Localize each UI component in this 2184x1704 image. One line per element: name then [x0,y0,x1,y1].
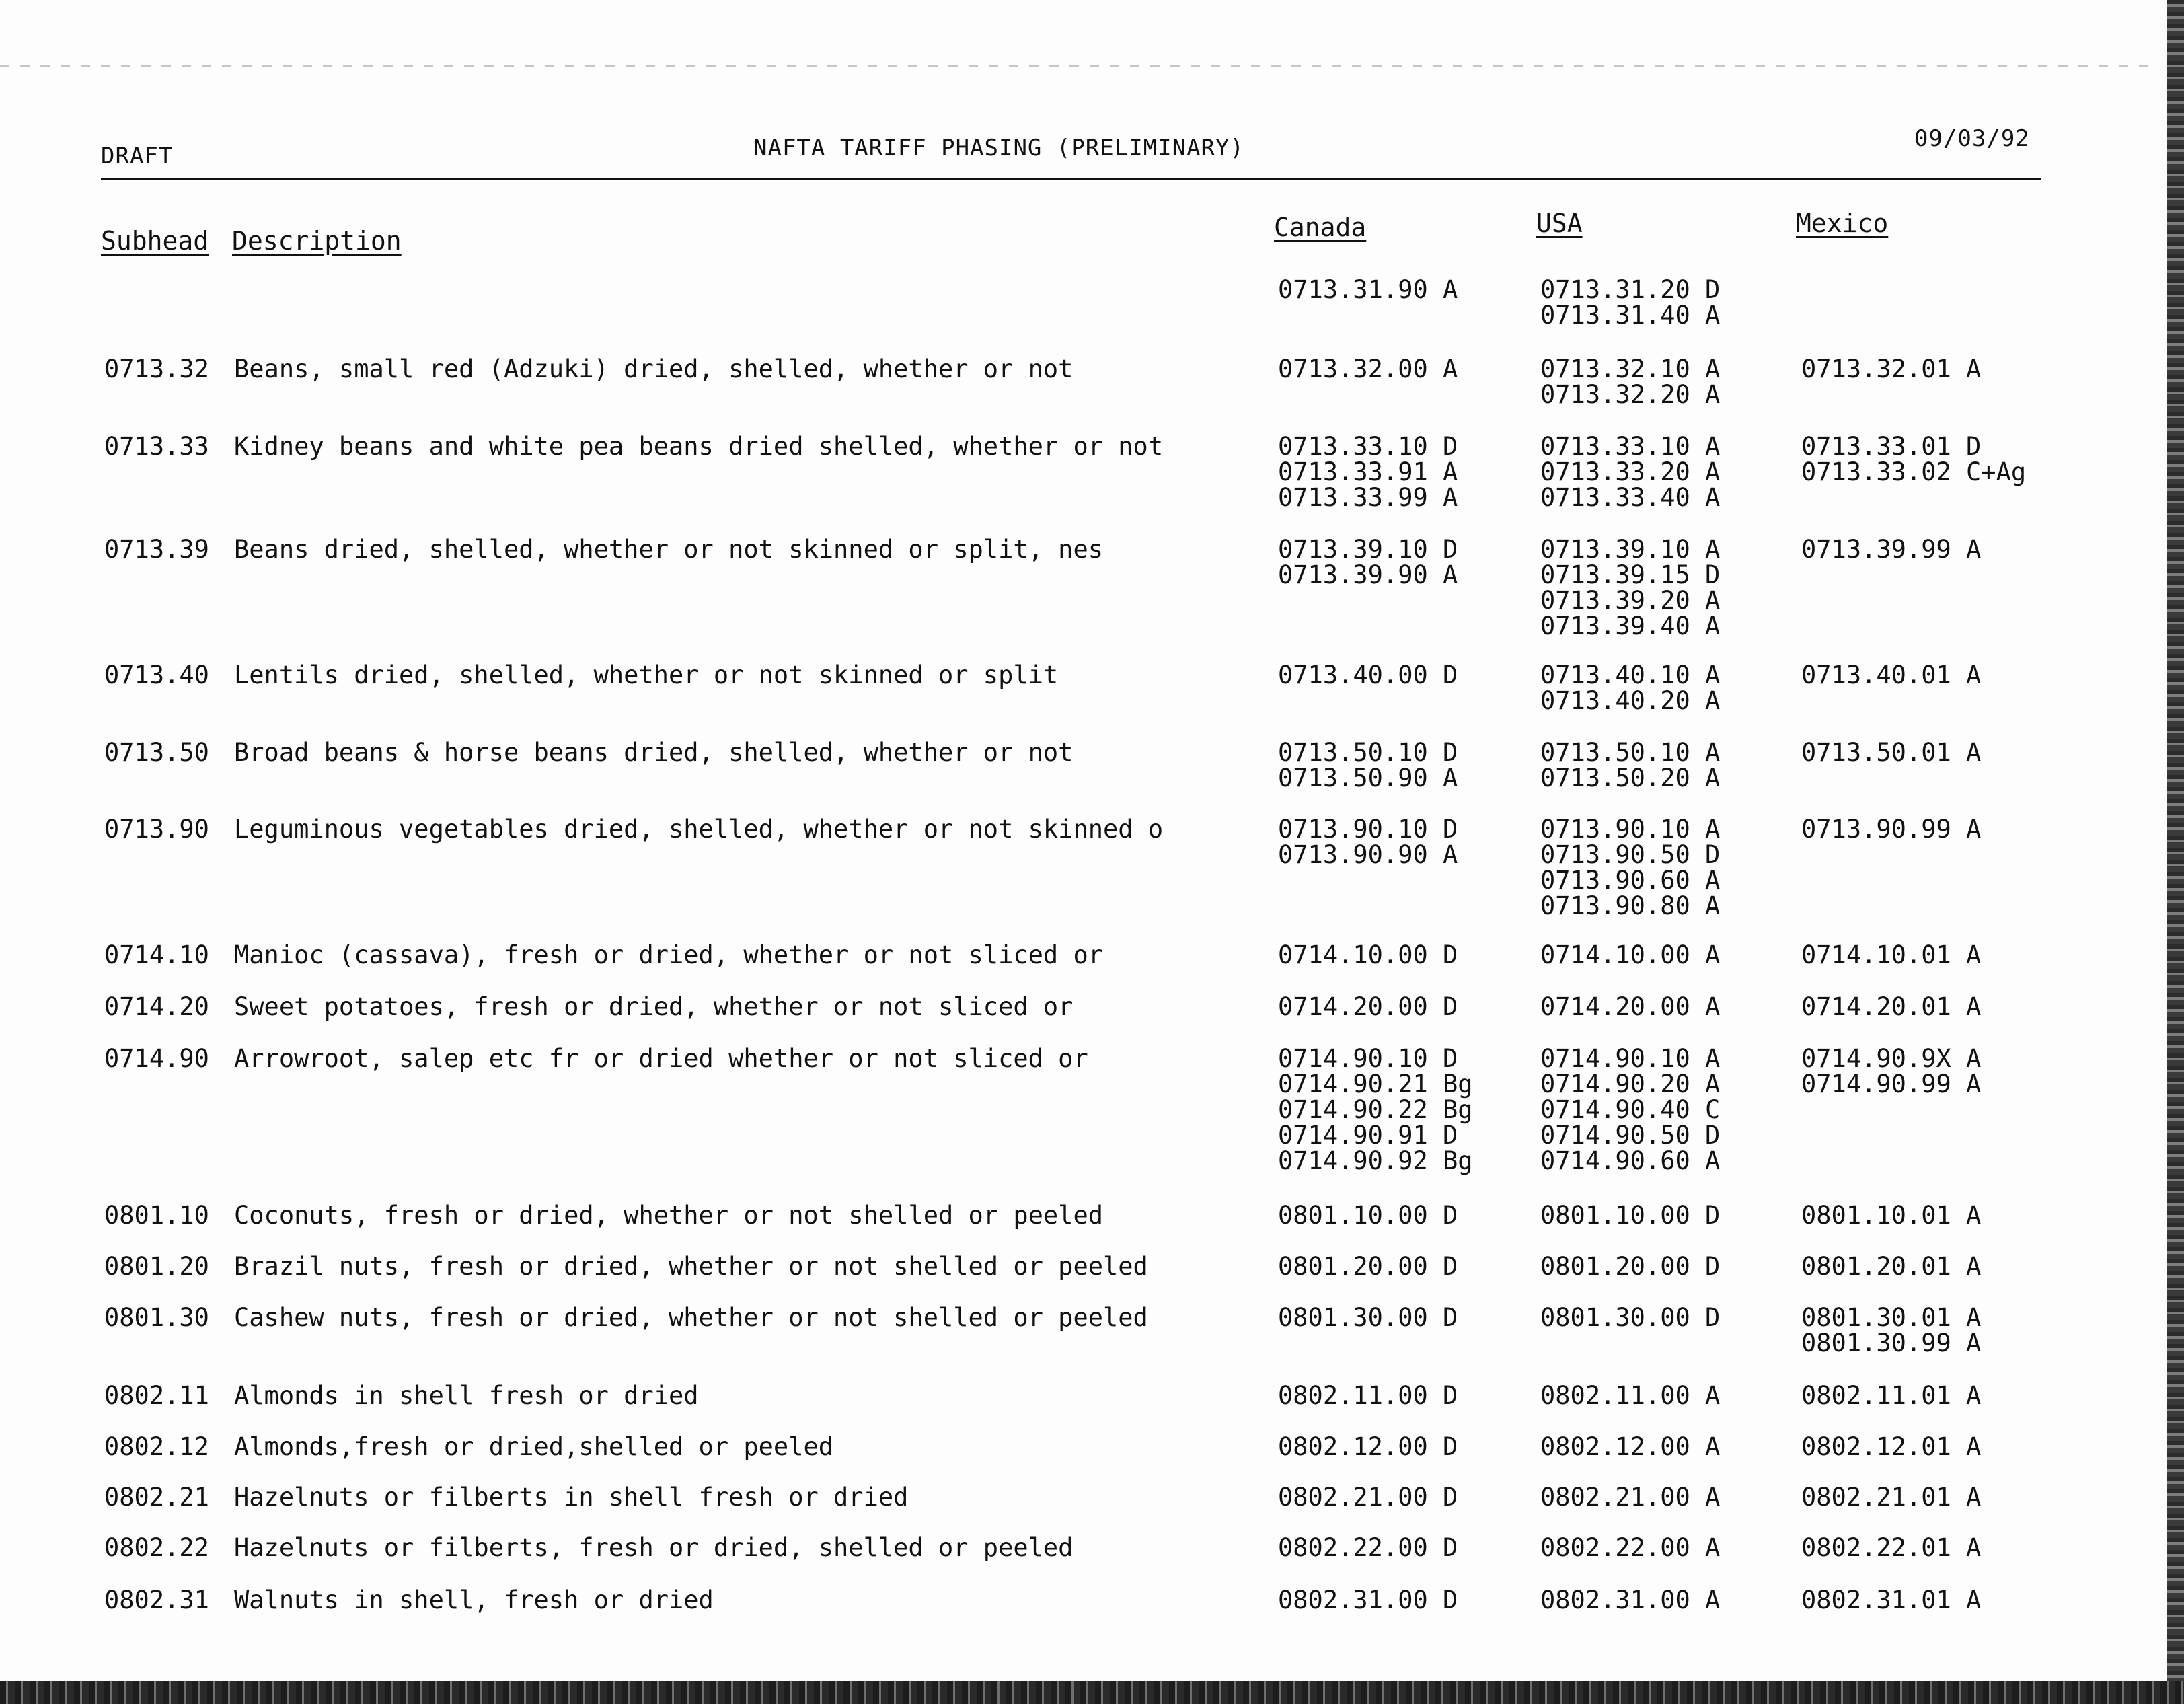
canada-code: 0713.31.90 A [1278,275,1458,304]
mexico-codes-cell [1801,537,1981,562]
column-header-canada: Canada [1274,213,1367,242]
mexico-codes-cell [1801,1434,1981,1460]
usa-codes-cell [1540,1434,1720,1460]
usa-codes-cell [1540,994,1720,1020]
mexico-code: 0713.32.01 A [1801,355,1982,383]
usa-code: 0713.31.40 A [1540,301,1721,330]
canada-codes-cell [1278,1203,1458,1228]
usa-code: 0714.90.50 D [1540,1121,1721,1150]
canada-codes-cell [1278,1383,1458,1409]
mexico-code: 0802.11.01 A [1801,1381,1982,1410]
mexico-code: 0714.20.01 A [1801,992,1982,1021]
canada-codes-cell [1278,663,1458,688]
canada-code: 0714.90.21 Bg [1278,1070,1473,1099]
description-cell: Kidney beans and white pea beans dried shelled, whether or not [234,432,1164,461]
usa-code: 0713.90.60 A [1540,866,1721,895]
usa-code: 0714.90.10 A [1540,1044,1721,1073]
description-cell: Coconuts, fresh or dried, whether or not shelled or peeled [234,1201,1104,1230]
subhead-cell: 0801.20 [104,1252,209,1281]
usa-code: 0713.40.10 A [1540,661,1721,690]
canada-code: 0713.90.10 D [1278,815,1458,844]
usa-codes-cell [1540,942,1720,968]
scan-edge-bottom [0,1681,2184,1704]
usa-code: 0713.39.15 D [1540,560,1721,589]
mexico-code: 0713.90.99 A [1801,815,1982,844]
mexico-code: 0713.50.01 A [1801,738,1982,767]
usa-code: 0801.30.00 D [1540,1303,1721,1332]
scan-edge-top [0,65,2152,67]
usa-codes-cell [1540,1203,1720,1228]
canada-code: 0713.50.90 A [1278,764,1458,792]
canada-code: 0713.33.10 D [1278,432,1458,461]
usa-code: 0801.20.00 D [1540,1252,1721,1281]
usa-code: 0713.32.10 A [1540,355,1721,383]
usa-code: 0714.20.00 A [1540,992,1721,1021]
subhead-cell: 0713.90 [104,815,209,844]
mexico-code: 0801.10.01 A [1801,1201,1982,1230]
usa-code: 0713.39.40 A [1540,612,1721,640]
description-cell: Cashew nuts, fresh or dried, whether or not shelled or peeled [234,1303,1148,1332]
subhead-cell: 0713.40 [104,661,209,690]
mexico-codes-cell [1801,1485,1981,1510]
usa-codes-cell [1540,817,1720,919]
canada-code: 0802.11.00 D [1278,1381,1458,1410]
usa-code: 0802.12.00 A [1540,1432,1721,1461]
usa-code: 0802.31.00 A [1540,1586,1721,1615]
usa-code: 0713.33.40 A [1540,483,1721,512]
canada-codes-cell [1278,537,1458,588]
canada-codes-cell [1278,817,1458,868]
mexico-code: 0714.10.01 A [1801,940,1982,969]
canada-codes-cell [1278,1535,1458,1561]
subhead-cell: 0802.11 [104,1381,209,1410]
mexico-code: 0801.30.99 A [1801,1329,1982,1358]
subhead-cell: 0714.20 [104,992,209,1021]
usa-codes-cell [1540,1046,1720,1174]
canada-code: 0714.90.92 Bg [1278,1146,1473,1175]
canada-code: 0713.32.00 A [1278,355,1458,383]
canada-code: 0802.22.00 D [1278,1533,1458,1562]
draft-label: DRAFT [101,143,174,170]
description-cell: Hazelnuts or filberts in shell fresh or dried [234,1483,909,1512]
header-rule [101,178,2041,180]
mexico-codes-cell [1801,357,1981,382]
description-cell: Hazelnuts or filberts, fresh or dried, shelled or peeled [234,1533,1074,1562]
usa-code: 0714.90.60 A [1540,1146,1721,1175]
description-cell: Manioc (cassava), fresh or dried, whether or not sliced or [234,940,1104,969]
mexico-codes-cell [1801,994,1981,1020]
canada-code: 0713.40.00 D [1278,661,1458,690]
usa-codes-cell [1540,740,1720,791]
description-cell: Walnuts in shell, fresh or dried [234,1586,714,1615]
usa-code: 0714.10.00 A [1540,940,1721,969]
canada-code: 0714.10.00 D [1278,940,1458,969]
canada-code: 0713.90.90 A [1278,840,1458,869]
mexico-code: 0801.30.01 A [1801,1303,1982,1332]
mexico-code: 0802.31.01 A [1801,1586,1982,1615]
subhead-cell: 0801.30 [104,1303,209,1332]
mexico-code: 0714.90.99 A [1801,1070,1982,1099]
usa-code: 0801.10.00 D [1540,1201,1721,1230]
usa-code: 0713.33.10 A [1540,432,1721,461]
usa-codes-cell [1540,1588,1720,1613]
subhead-cell: 0713.32 [104,355,209,383]
subhead-cell: 0802.21 [104,1483,209,1512]
usa-codes-cell [1540,1305,1720,1331]
document-date: 09/03/92 [1914,125,2030,152]
mexico-codes-cell [1801,817,1981,842]
mexico-codes-cell [1801,434,2026,485]
canada-code: 0713.39.10 D [1278,535,1458,564]
mexico-code: 0802.22.01 A [1801,1533,1982,1562]
document-title: NAFTA TARIFF PHASING (PRELIMINARY) [753,135,1244,161]
usa-code: 0713.50.20 A [1540,764,1721,792]
usa-codes-cell [1540,1485,1720,1510]
subhead-cell: 0802.31 [104,1586,209,1615]
usa-code: 0713.39.10 A [1540,535,1721,564]
description-cell: Almonds,fresh or dried,shelled or peeled [234,1432,834,1461]
mexico-code: 0802.21.01 A [1801,1483,1982,1512]
column-header-subhead: Subhead [101,226,209,256]
canada-code: 0802.21.00 D [1278,1483,1458,1512]
canada-code: 0713.33.99 A [1278,483,1458,512]
subhead-cell: 0713.50 [104,738,209,767]
usa-code: 0713.90.50 D [1540,840,1721,869]
usa-codes-cell [1540,537,1720,639]
mexico-codes-cell [1801,1383,1981,1409]
usa-code: 0802.11.00 A [1540,1381,1721,1410]
column-header-description: Description [232,226,402,256]
subhead-cell: 0713.33 [104,432,209,461]
mexico-codes-cell [1801,740,1981,766]
subhead-cell: 0714.10 [104,940,209,969]
subhead-cell: 0713.39 [104,535,209,564]
description-cell: Broad beans & horse beans dried, shelled, whether or not [234,738,1074,767]
mexico-codes-cell [1801,1254,1981,1280]
usa-code: 0713.32.20 A [1540,380,1721,409]
description-cell: Leguminous vegetables dried, shelled, whether or not skinned o [234,815,1164,844]
canada-codes-cell [1278,1305,1458,1331]
usa-codes-cell [1540,357,1720,408]
usa-code: 0714.90.40 C [1540,1095,1721,1124]
canada-codes-cell [1278,1588,1458,1613]
canada-code: 0713.50.10 D [1278,738,1458,767]
description-cell: Brazil nuts, fresh or dried, whether or not shelled or peeled [234,1252,1148,1281]
mexico-codes-cell [1801,1305,1981,1356]
subhead-cell: 0714.90 [104,1044,209,1073]
canada-codes-cell [1278,357,1458,382]
canada-code: 0802.12.00 D [1278,1432,1458,1461]
usa-codes-cell [1540,277,1720,328]
usa-codes-cell [1540,663,1720,714]
canada-codes-cell [1278,942,1458,968]
usa-codes-cell [1540,434,1720,511]
canada-code: 0714.90.10 D [1278,1044,1458,1073]
usa-codes-cell [1540,1383,1720,1409]
mexico-codes-cell [1801,1535,1981,1561]
canada-codes-cell [1278,1046,1473,1174]
canada-code: 0714.20.00 D [1278,992,1458,1021]
mexico-codes-cell [1801,1588,1981,1613]
canada-codes-cell [1278,1254,1458,1280]
subhead-cell: 0802.22 [104,1533,209,1562]
column-header-usa: USA [1536,209,1583,238]
canada-code: 0802.31.00 D [1278,1586,1458,1615]
usa-code: 0802.22.00 A [1540,1533,1721,1562]
subhead-cell: 0801.10 [104,1201,209,1230]
description-cell: Beans dried, shelled, whether or not skinned or split, nes [234,535,1104,564]
mexico-code: 0802.12.01 A [1801,1432,1982,1461]
canada-code: 0713.39.90 A [1278,560,1458,589]
usa-code: 0802.21.00 A [1540,1483,1721,1512]
subhead-cell: 0802.12 [104,1432,209,1461]
usa-codes-cell [1540,1254,1720,1280]
canada-code: 0801.30.00 D [1278,1303,1458,1332]
canada-code: 0713.33.91 A [1278,457,1458,486]
description-cell: Beans, small red (Adzuki) dried, shelled, whether or not [234,355,1074,383]
canada-codes-cell [1278,277,1458,303]
mexico-code: 0713.33.01 D [1801,432,1982,461]
mexico-code: 0713.33.02 C+Ag [1801,457,2027,486]
description-cell: Arrowroot, salep etc fr or dried whether or not sliced or [234,1044,1088,1073]
usa-code: 0713.40.20 A [1540,686,1721,715]
usa-code: 0713.31.20 D [1540,275,1721,304]
mexico-codes-cell [1801,942,1981,968]
canada-codes-cell [1278,1485,1458,1510]
column-header-mexico: Mexico [1796,209,1889,238]
mexico-codes-cell [1801,1203,1981,1228]
canada-codes-cell [1278,434,1458,511]
usa-code: 0713.90.10 A [1540,815,1721,844]
mexico-code: 0713.39.99 A [1801,535,1982,564]
scan-edge-right [2167,0,2184,1704]
usa-code: 0713.90.80 A [1540,891,1721,920]
canada-codes-cell [1278,1434,1458,1460]
canada-codes-cell [1278,994,1458,1020]
usa-code: 0713.33.20 A [1540,457,1721,486]
mexico-codes-cell [1801,663,1981,688]
description-cell: Sweet potatoes, fresh or dried, whether or not sliced or [234,992,1074,1021]
mexico-codes-cell [1801,1046,1981,1097]
canada-code: 0801.10.00 D [1278,1201,1458,1230]
usa-code: 0714.90.20 A [1540,1070,1721,1099]
mexico-code: 0713.40.01 A [1801,661,1982,690]
mexico-code: 0801.20.01 A [1801,1252,1982,1281]
description-cell: Almonds in shell fresh or dried [234,1381,699,1410]
canada-code: 0801.20.00 D [1278,1252,1458,1281]
usa-code: 0713.50.10 A [1540,738,1721,767]
mexico-code: 0714.90.9X A [1801,1044,1982,1073]
usa-code: 0713.39.20 A [1540,586,1721,615]
usa-codes-cell [1540,1535,1720,1561]
canada-codes-cell [1278,740,1458,791]
description-cell: Lentils dried, shelled, whether or not skinned or split [234,661,1059,690]
canada-code: 0714.90.22 Bg [1278,1095,1473,1124]
canada-code: 0714.90.91 D [1278,1121,1458,1150]
